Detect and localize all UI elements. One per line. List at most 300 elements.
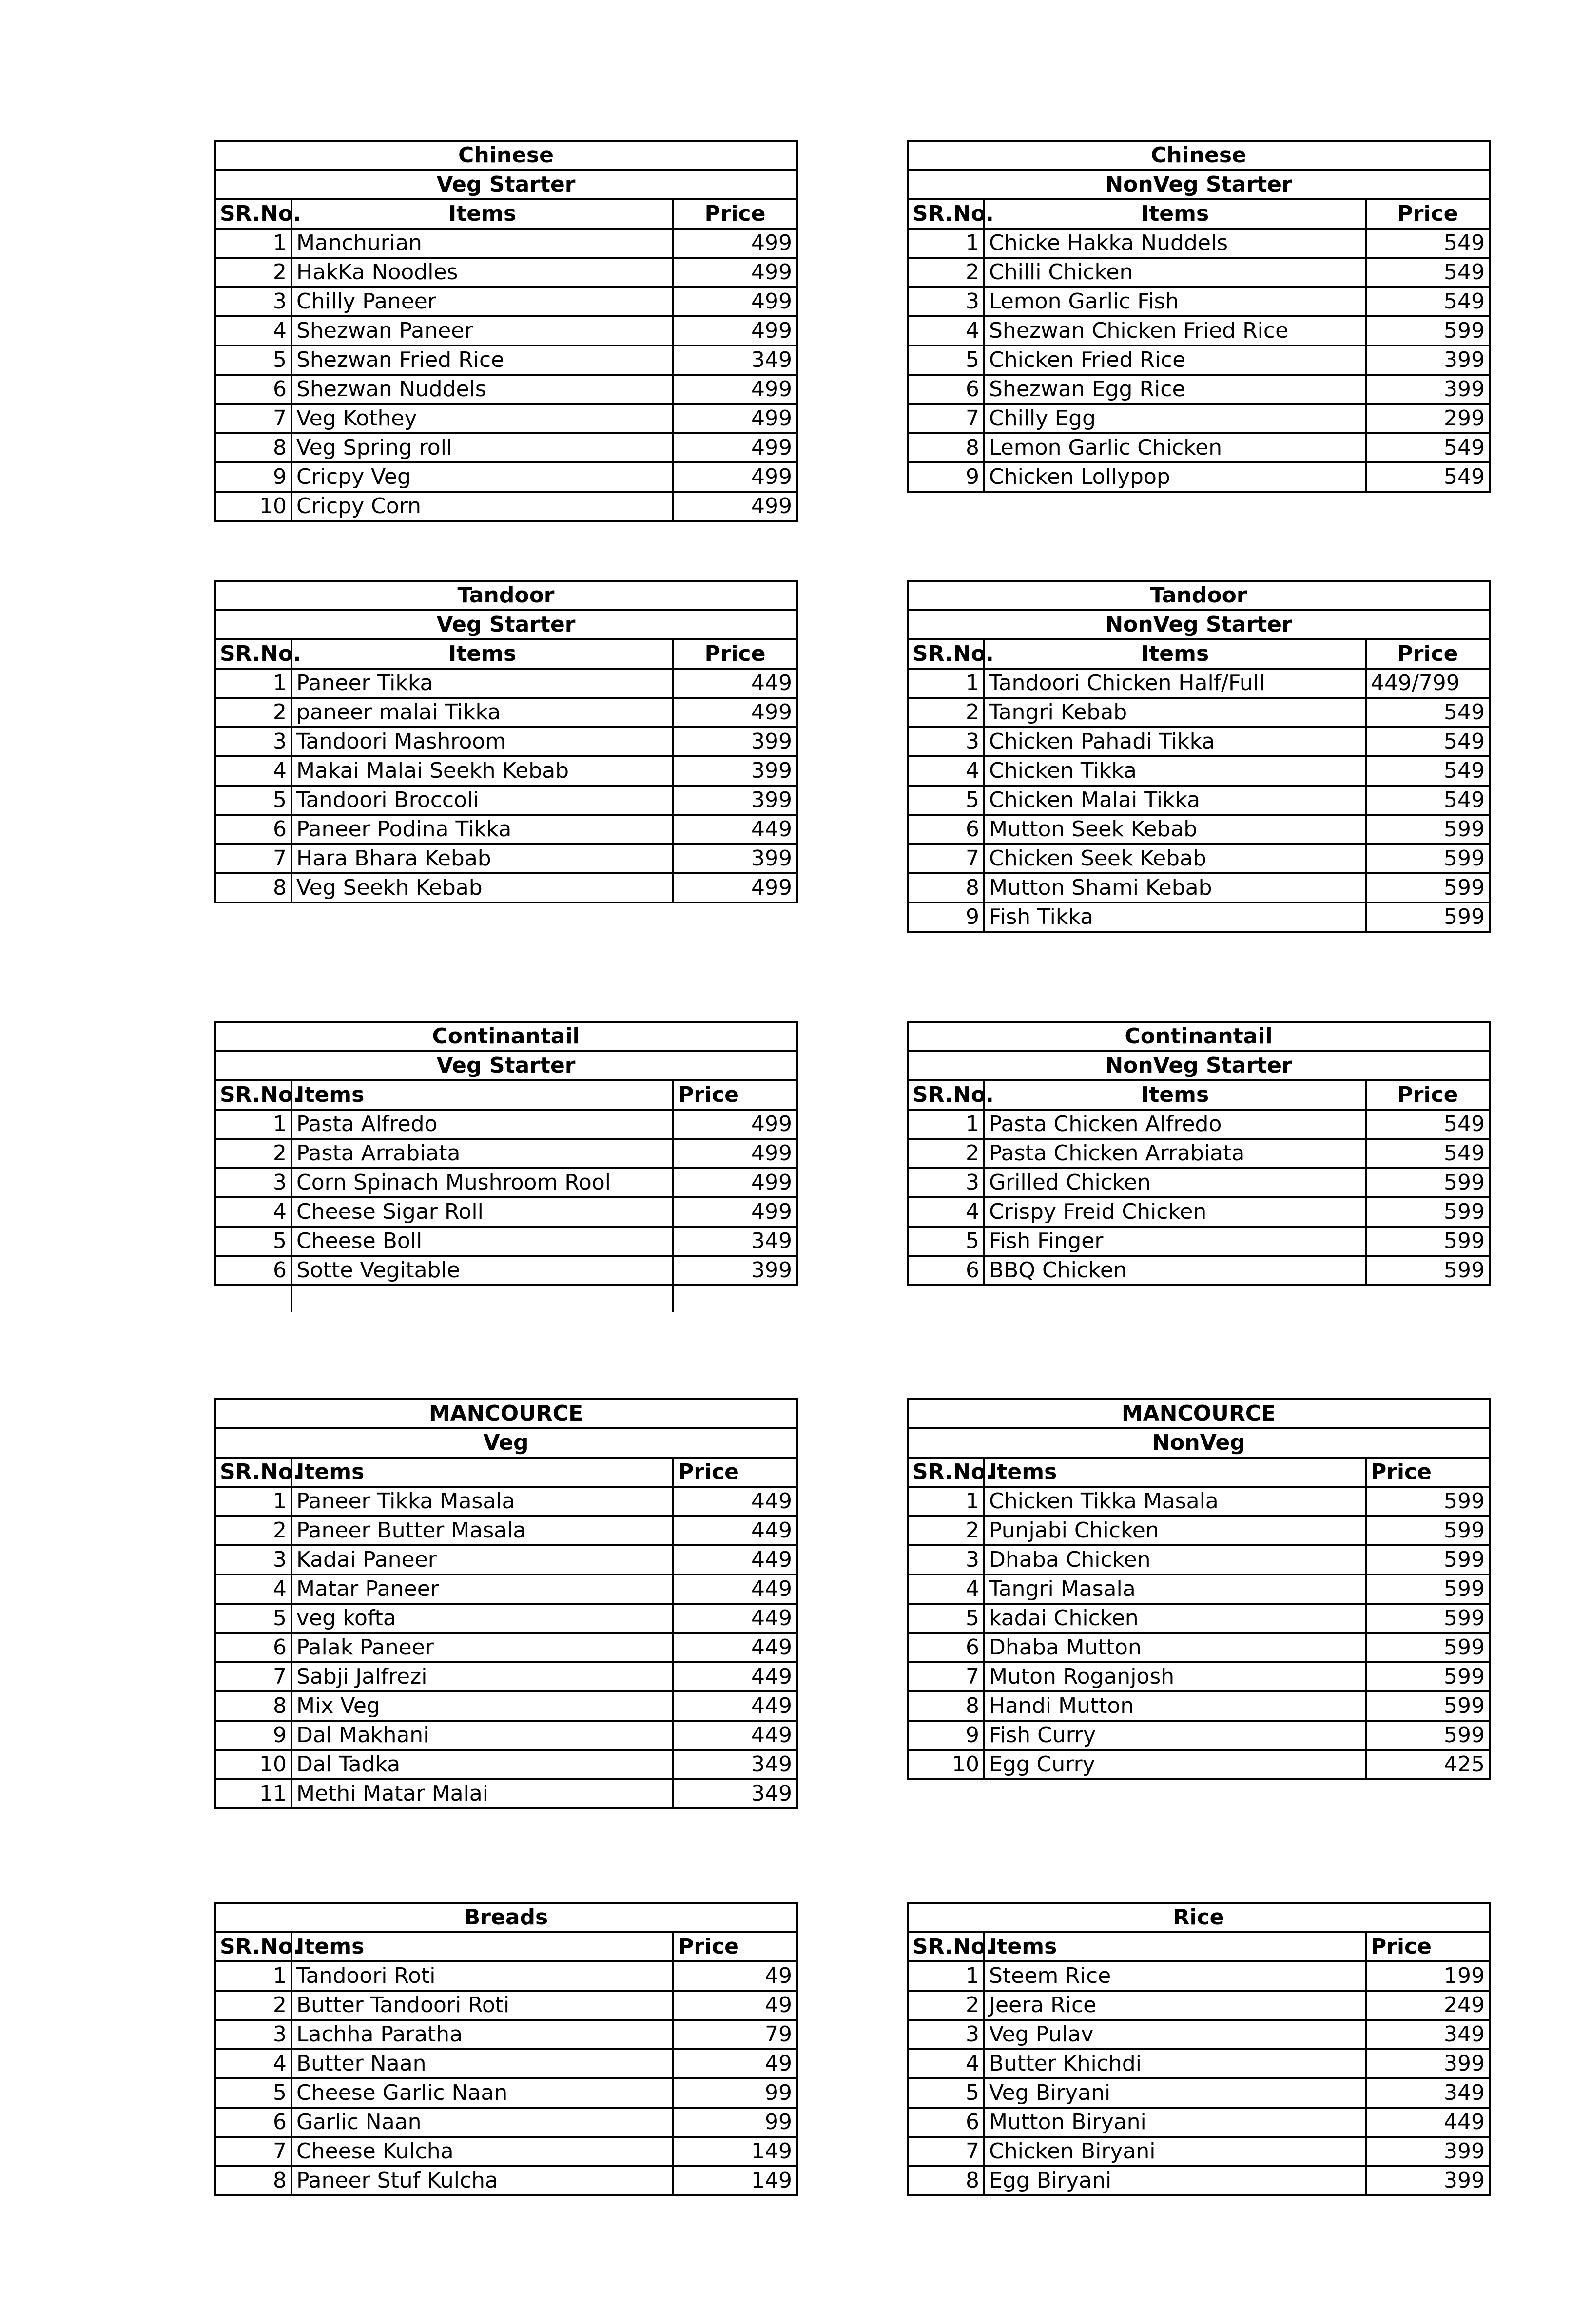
item-name: Chicken Lollypop xyxy=(984,462,1366,492)
menu-item-row xyxy=(215,698,797,727)
item-number: 2 xyxy=(215,1139,291,1168)
menu-item-row xyxy=(215,2049,797,2078)
menu-item-row xyxy=(215,1168,797,1197)
item-price: 549 xyxy=(1366,229,1490,258)
column-header-srno: SR.No. xyxy=(215,1458,291,1487)
column-header-items: Items xyxy=(291,639,673,669)
item-name: Pasta Arrabiata xyxy=(291,1139,673,1168)
item-name: BBQ Chicken xyxy=(984,1256,1366,1285)
item-number: 4 xyxy=(908,1197,984,1227)
item-name: Dal Tadka xyxy=(291,1750,673,1779)
item-number: 1 xyxy=(215,1961,291,1991)
menu-item-row xyxy=(215,1750,797,1779)
item-name: Cheese Boll xyxy=(291,1227,673,1256)
menu-item-row xyxy=(215,1604,797,1633)
column-header-price: Price xyxy=(673,1932,797,1961)
section-subtitle: Veg Starter xyxy=(215,610,797,639)
item-price: 599 xyxy=(1366,1604,1490,1633)
menu-item-row xyxy=(215,1545,797,1575)
item-name: Crispy Freid Chicken xyxy=(984,1197,1366,1227)
item-price: 399 xyxy=(1366,346,1490,375)
menu-item-row xyxy=(215,1633,797,1662)
column-header-items: Items xyxy=(291,1932,673,1961)
menu-table xyxy=(907,140,1491,493)
item-number: 1 xyxy=(908,1961,984,1991)
menu-item-row xyxy=(215,1721,797,1750)
menu-item-row xyxy=(908,727,1490,756)
item-number: 4 xyxy=(215,2049,291,2078)
menu-item-row xyxy=(908,815,1490,844)
item-name: Pasta Alfredo xyxy=(291,1110,673,1139)
item-number: 7 xyxy=(215,404,291,433)
menu-item-row xyxy=(908,1961,1490,1991)
item-price: 349 xyxy=(673,346,797,375)
item-name: Paneer Podina Tikka xyxy=(291,815,673,844)
item-number: 1 xyxy=(215,1110,291,1139)
section-subtitle: NonVeg Starter xyxy=(908,1051,1490,1080)
item-number: 9 xyxy=(908,903,984,932)
menu-item-row xyxy=(908,2049,1490,2078)
item-name: Kadai Paneer xyxy=(291,1545,673,1575)
item-name: Fish Finger xyxy=(984,1227,1366,1256)
item-name: Tandoori Broccoli xyxy=(291,786,673,815)
item-price: 249 xyxy=(1366,1991,1490,2020)
item-price: 499 xyxy=(673,462,797,492)
empty-row xyxy=(215,1285,797,1312)
item-number: 3 xyxy=(215,727,291,756)
item-price: 449 xyxy=(673,669,797,698)
item-number: 7 xyxy=(908,2137,984,2166)
item-price: 299 xyxy=(1366,404,1490,433)
item-number: 5 xyxy=(215,1227,291,1256)
menu-item-row xyxy=(215,669,797,698)
empty-cell xyxy=(215,1285,291,1312)
item-price: 599 xyxy=(1366,1487,1490,1516)
menu-item-row xyxy=(215,258,797,287)
menu-item-row xyxy=(215,462,797,492)
item-number: 2 xyxy=(908,698,984,727)
item-price: 599 xyxy=(1366,1721,1490,1750)
section-title: Continantail xyxy=(908,1022,1490,1051)
item-name: Chilly Egg xyxy=(984,404,1366,433)
item-number: 2 xyxy=(215,1991,291,2020)
item-number: 8 xyxy=(215,873,291,903)
item-number: 5 xyxy=(908,1227,984,1256)
menu-table xyxy=(907,580,1491,933)
item-number: 1 xyxy=(215,229,291,258)
menu-item-row xyxy=(215,433,797,462)
item-price: 499 xyxy=(673,698,797,727)
item-price: 549 xyxy=(1366,287,1490,316)
item-number: 6 xyxy=(908,1256,984,1285)
item-number: 9 xyxy=(215,462,291,492)
item-name: Methi Matar Malai xyxy=(291,1779,673,1808)
item-number: 7 xyxy=(908,1662,984,1691)
menu-item-row xyxy=(908,1110,1490,1139)
item-name: Veg Kothey xyxy=(291,404,673,433)
menu-item-row xyxy=(908,669,1490,698)
item-price: 399 xyxy=(673,756,797,786)
item-price: 599 xyxy=(1366,1691,1490,1721)
item-price: 449 xyxy=(1366,2108,1490,2137)
menu-table xyxy=(214,1398,798,1809)
section-subtitle: Veg Starter xyxy=(215,1051,797,1080)
item-number: 2 xyxy=(908,1139,984,1168)
item-price: 349 xyxy=(1366,2020,1490,2049)
menu-item-row xyxy=(215,1197,797,1227)
item-price: 449 xyxy=(673,1691,797,1721)
item-name: Shezwan Egg Rice xyxy=(984,375,1366,404)
item-price: 149 xyxy=(673,2166,797,2195)
menu-item-row xyxy=(215,727,797,756)
column-header-srno: SR.No. xyxy=(215,1932,291,1961)
item-name: Cheese Garlic Naan xyxy=(291,2078,673,2108)
item-price: 599 xyxy=(1366,1197,1490,1227)
item-name: Muton Roganjosh xyxy=(984,1662,1366,1691)
menu-item-row xyxy=(215,786,797,815)
item-name: Butter Khichdi xyxy=(984,2049,1366,2078)
item-number: 2 xyxy=(908,258,984,287)
item-number: 8 xyxy=(215,433,291,462)
item-price: 349 xyxy=(673,1227,797,1256)
item-number: 8 xyxy=(215,2166,291,2195)
item-number: 6 xyxy=(215,1256,291,1285)
item-name: Garlic Naan xyxy=(291,2108,673,2137)
item-name: veg kofta xyxy=(291,1604,673,1633)
item-name: kadai Chicken xyxy=(984,1604,1366,1633)
menu-item-row xyxy=(215,229,797,258)
item-number: 4 xyxy=(908,2049,984,2078)
section-subtitle: Veg Starter xyxy=(215,170,797,199)
item-number: 1 xyxy=(215,1487,291,1516)
item-number: 3 xyxy=(215,287,291,316)
item-price: 449 xyxy=(673,1721,797,1750)
item-number: 1 xyxy=(908,669,984,698)
menu-item-row xyxy=(215,2166,797,2195)
menu-item-row xyxy=(908,316,1490,346)
item-price: 199 xyxy=(1366,1961,1490,1991)
item-name: Pasta Chicken Arrabiata xyxy=(984,1139,1366,1168)
item-price: 499 xyxy=(673,287,797,316)
menu-item-row xyxy=(908,229,1490,258)
menu-item-row xyxy=(215,1227,797,1256)
item-name: Chilly Paneer xyxy=(291,287,673,316)
item-name: Mix Veg xyxy=(291,1691,673,1721)
menu-item-row xyxy=(215,2078,797,2108)
item-name: Steem Rice xyxy=(984,1961,1366,1991)
menu-item-row xyxy=(215,1575,797,1604)
item-name: Tangri Kebab xyxy=(984,698,1366,727)
item-number: 2 xyxy=(215,258,291,287)
item-name: Sabji Jalfrezi xyxy=(291,1662,673,1691)
item-price: 599 xyxy=(1366,815,1490,844)
item-price: 425 xyxy=(1366,1750,1490,1779)
menu-item-row xyxy=(215,1139,797,1168)
item-number: 2 xyxy=(215,1516,291,1545)
menu-item-row xyxy=(215,2108,797,2137)
item-number: 2 xyxy=(215,698,291,727)
column-header-items: Items xyxy=(984,1080,1366,1110)
item-name: Veg Spring roll xyxy=(291,433,673,462)
item-price: 399 xyxy=(1366,2049,1490,2078)
item-name: Paneer Stuf Kulcha xyxy=(291,2166,673,2195)
column-header-items: Items xyxy=(984,639,1366,669)
item-price: 599 xyxy=(1366,1575,1490,1604)
item-name: Shezwan Nuddels xyxy=(291,375,673,404)
item-name: Mutton Seek Kebab xyxy=(984,815,1366,844)
item-name: Lemon Garlic Chicken xyxy=(984,433,1366,462)
item-name: Palak Paneer xyxy=(291,1633,673,1662)
item-price: 599 xyxy=(1366,1516,1490,1545)
item-price: 399 xyxy=(673,727,797,756)
menu-item-row xyxy=(908,258,1490,287)
column-header-items: Items xyxy=(291,1458,673,1487)
menu-item-row xyxy=(908,433,1490,462)
item-number: 9 xyxy=(215,1721,291,1750)
item-name: Mutton Shami Kebab xyxy=(984,873,1366,903)
menu-item-row xyxy=(908,1227,1490,1256)
menu-item-row xyxy=(215,375,797,404)
menu-item-row xyxy=(908,1721,1490,1750)
column-header-srno: SR.No. xyxy=(215,639,291,669)
item-number: 1 xyxy=(908,1487,984,1516)
item-name: Pasta Chicken Alfredo xyxy=(984,1110,1366,1139)
item-price: 549 xyxy=(1366,1139,1490,1168)
menu-table xyxy=(214,140,798,522)
column-header-price: Price xyxy=(673,199,797,229)
item-number: 11 xyxy=(215,1779,291,1808)
item-price: 399 xyxy=(673,786,797,815)
menu-table xyxy=(214,1021,798,1312)
menu-item-row xyxy=(215,316,797,346)
item-name: Veg Biryani xyxy=(984,2078,1366,2108)
item-number: 7 xyxy=(215,2137,291,2166)
empty-cell xyxy=(291,1285,673,1312)
item-price: 79 xyxy=(673,2020,797,2049)
item-price: 599 xyxy=(1366,1227,1490,1256)
menu-item-row xyxy=(215,873,797,903)
item-name: Shezwan Paneer xyxy=(291,316,673,346)
item-price: 349 xyxy=(673,1750,797,1779)
item-price: 349 xyxy=(673,1779,797,1808)
item-number: 7 xyxy=(215,1662,291,1691)
menu-item-row xyxy=(908,1197,1490,1227)
item-price: 549 xyxy=(1366,786,1490,815)
item-name: Lemon Garlic Fish xyxy=(984,287,1366,316)
menu-item-row xyxy=(215,2137,797,2166)
item-number: 5 xyxy=(908,786,984,815)
menu-item-row xyxy=(215,1991,797,2020)
item-price: 549 xyxy=(1366,756,1490,786)
menu-item-row xyxy=(908,1691,1490,1721)
item-price: 399 xyxy=(1366,2166,1490,2195)
item-name: Dal Makhani xyxy=(291,1721,673,1750)
column-header-price: Price xyxy=(1366,1080,1490,1110)
menu-table xyxy=(907,1021,1491,1286)
item-price: 399 xyxy=(673,1256,797,1285)
item-price: 549 xyxy=(1366,727,1490,756)
menu-table xyxy=(907,1902,1491,2196)
item-number: 3 xyxy=(908,2020,984,2049)
column-header-price: Price xyxy=(1366,1458,1490,1487)
column-header-srno: SR.No. xyxy=(908,1080,984,1110)
section-title: Tandoor xyxy=(215,581,797,610)
item-name: Butter Naan xyxy=(291,2049,673,2078)
item-number: 3 xyxy=(908,1168,984,1197)
item-name: Tandoori Chicken Half/Full xyxy=(984,669,1366,698)
item-price: 449 xyxy=(673,1662,797,1691)
item-price: 99 xyxy=(673,2078,797,2108)
menu-item-row xyxy=(908,1168,1490,1197)
menu-item-row xyxy=(908,462,1490,492)
menu-item-row xyxy=(215,346,797,375)
item-number: 5 xyxy=(908,2078,984,2108)
menu-item-row xyxy=(215,815,797,844)
column-header-price: Price xyxy=(1366,1932,1490,1961)
menu-item-row xyxy=(908,2166,1490,2195)
menu-item-row xyxy=(215,492,797,521)
item-number: 6 xyxy=(215,1633,291,1662)
item-number: 10 xyxy=(215,1750,291,1779)
item-price: 399 xyxy=(1366,2137,1490,2166)
menu-table xyxy=(214,580,798,903)
item-name: Lachha Paratha xyxy=(291,2020,673,2049)
item-number: 6 xyxy=(908,2108,984,2137)
column-header-srno: SR.No. xyxy=(908,1458,984,1487)
item-name: Egg Biryani xyxy=(984,2166,1366,2195)
item-name: Jeera Rice xyxy=(984,1991,1366,2020)
menu-item-row xyxy=(908,287,1490,316)
item-name: Cheese Sigar Roll xyxy=(291,1197,673,1227)
item-number: 4 xyxy=(215,316,291,346)
item-price: 499 xyxy=(673,492,797,521)
item-name: Paneer Tikka xyxy=(291,669,673,698)
item-price: 449 xyxy=(673,1633,797,1662)
item-name: Paneer Tikka Masala xyxy=(291,1487,673,1516)
item-name: Dhaba Chicken xyxy=(984,1545,1366,1575)
item-number: 8 xyxy=(215,1691,291,1721)
menu-item-row xyxy=(908,346,1490,375)
item-price: 49 xyxy=(673,2049,797,2078)
item-number: 3 xyxy=(908,727,984,756)
item-number: 2 xyxy=(908,1991,984,2020)
item-name: Corn Spinach Mushroom Rool xyxy=(291,1168,673,1197)
item-number: 6 xyxy=(908,815,984,844)
item-price: 349 xyxy=(1366,2078,1490,2108)
item-number: 6 xyxy=(908,1633,984,1662)
column-header-items: Items xyxy=(291,199,673,229)
item-name: Makai Malai Seekh Kebab xyxy=(291,756,673,786)
item-price: 499 xyxy=(673,258,797,287)
item-price: 449/799 xyxy=(1366,669,1490,698)
item-name: Chicken Tikka xyxy=(984,756,1366,786)
item-number: 3 xyxy=(908,287,984,316)
item-number: 3 xyxy=(215,2020,291,2049)
item-name: Shezwan Fried Rice xyxy=(291,346,673,375)
item-price: 599 xyxy=(1366,1545,1490,1575)
item-price: 449 xyxy=(673,815,797,844)
item-price: 499 xyxy=(673,433,797,462)
item-name: Egg Curry xyxy=(984,1750,1366,1779)
item-price: 549 xyxy=(1366,433,1490,462)
item-number: 6 xyxy=(908,375,984,404)
item-price: 399 xyxy=(673,844,797,873)
item-name: Punjabi Chicken xyxy=(984,1516,1366,1545)
item-price: 399 xyxy=(1366,375,1490,404)
section-title: Tandoor xyxy=(908,581,1490,610)
item-name: HakKa Noodles xyxy=(291,258,673,287)
column-header-items: Items xyxy=(984,1932,1366,1961)
item-name: Grilled Chicken xyxy=(984,1168,1366,1197)
menu-item-row xyxy=(908,903,1490,932)
item-number: 3 xyxy=(215,1168,291,1197)
item-number: 4 xyxy=(215,756,291,786)
item-number: 5 xyxy=(215,346,291,375)
item-price: 599 xyxy=(1366,316,1490,346)
menu-item-row xyxy=(908,756,1490,786)
item-number: 8 xyxy=(908,433,984,462)
item-price: 549 xyxy=(1366,258,1490,287)
item-name: paneer malai Tikka xyxy=(291,698,673,727)
item-name: Chicken Fried Rice xyxy=(984,346,1366,375)
section-title: Chinese xyxy=(215,141,797,170)
section-subtitle: Veg xyxy=(215,1428,797,1458)
item-number: 6 xyxy=(215,2108,291,2137)
item-name: Handi Mutton xyxy=(984,1691,1366,1721)
item-price: 49 xyxy=(673,1991,797,2020)
section-subtitle: NonVeg Starter xyxy=(908,610,1490,639)
item-name: Chicken Seek Kebab xyxy=(984,844,1366,873)
item-name: Cricpy Corn xyxy=(291,492,673,521)
column-header-items: Items xyxy=(984,199,1366,229)
item-price: 499 xyxy=(673,1168,797,1197)
item-price: 599 xyxy=(1366,873,1490,903)
item-number: 8 xyxy=(908,873,984,903)
item-name: Dhaba Mutton xyxy=(984,1633,1366,1662)
menu-table xyxy=(907,1398,1491,1780)
menu-item-row xyxy=(215,1779,797,1808)
item-price: 499 xyxy=(673,873,797,903)
item-price: 499 xyxy=(673,316,797,346)
item-number: 3 xyxy=(215,1545,291,1575)
section-subtitle: NonVeg xyxy=(908,1428,1490,1458)
item-name: Paneer Butter Masala xyxy=(291,1516,673,1545)
item-number: 1 xyxy=(908,1110,984,1139)
item-number: 5 xyxy=(908,346,984,375)
item-name: Veg Seekh Kebab xyxy=(291,873,673,903)
menu-item-row xyxy=(908,2108,1490,2137)
item-price: 599 xyxy=(1366,844,1490,873)
item-price: 449 xyxy=(673,1545,797,1575)
item-number: 1 xyxy=(908,229,984,258)
menu-item-row xyxy=(215,287,797,316)
item-number: 8 xyxy=(908,1691,984,1721)
column-header-srno: SR.No. xyxy=(908,1932,984,1961)
item-price: 549 xyxy=(1366,698,1490,727)
item-price: 99 xyxy=(673,2108,797,2137)
item-number: 4 xyxy=(908,316,984,346)
item-name: Butter Tandoori Roti xyxy=(291,1991,673,2020)
item-number: 7 xyxy=(908,404,984,433)
item-name: Cheese Kulcha xyxy=(291,2137,673,2166)
item-name: Chicken Biryani xyxy=(984,2137,1366,2166)
item-name: Sotte Vegitable xyxy=(291,1256,673,1285)
column-header-price: Price xyxy=(1366,199,1490,229)
item-name: Mutton Biryani xyxy=(984,2108,1366,2137)
menu-item-row xyxy=(908,1575,1490,1604)
item-number: 2 xyxy=(908,1516,984,1545)
section-title: Continantail xyxy=(215,1022,797,1051)
